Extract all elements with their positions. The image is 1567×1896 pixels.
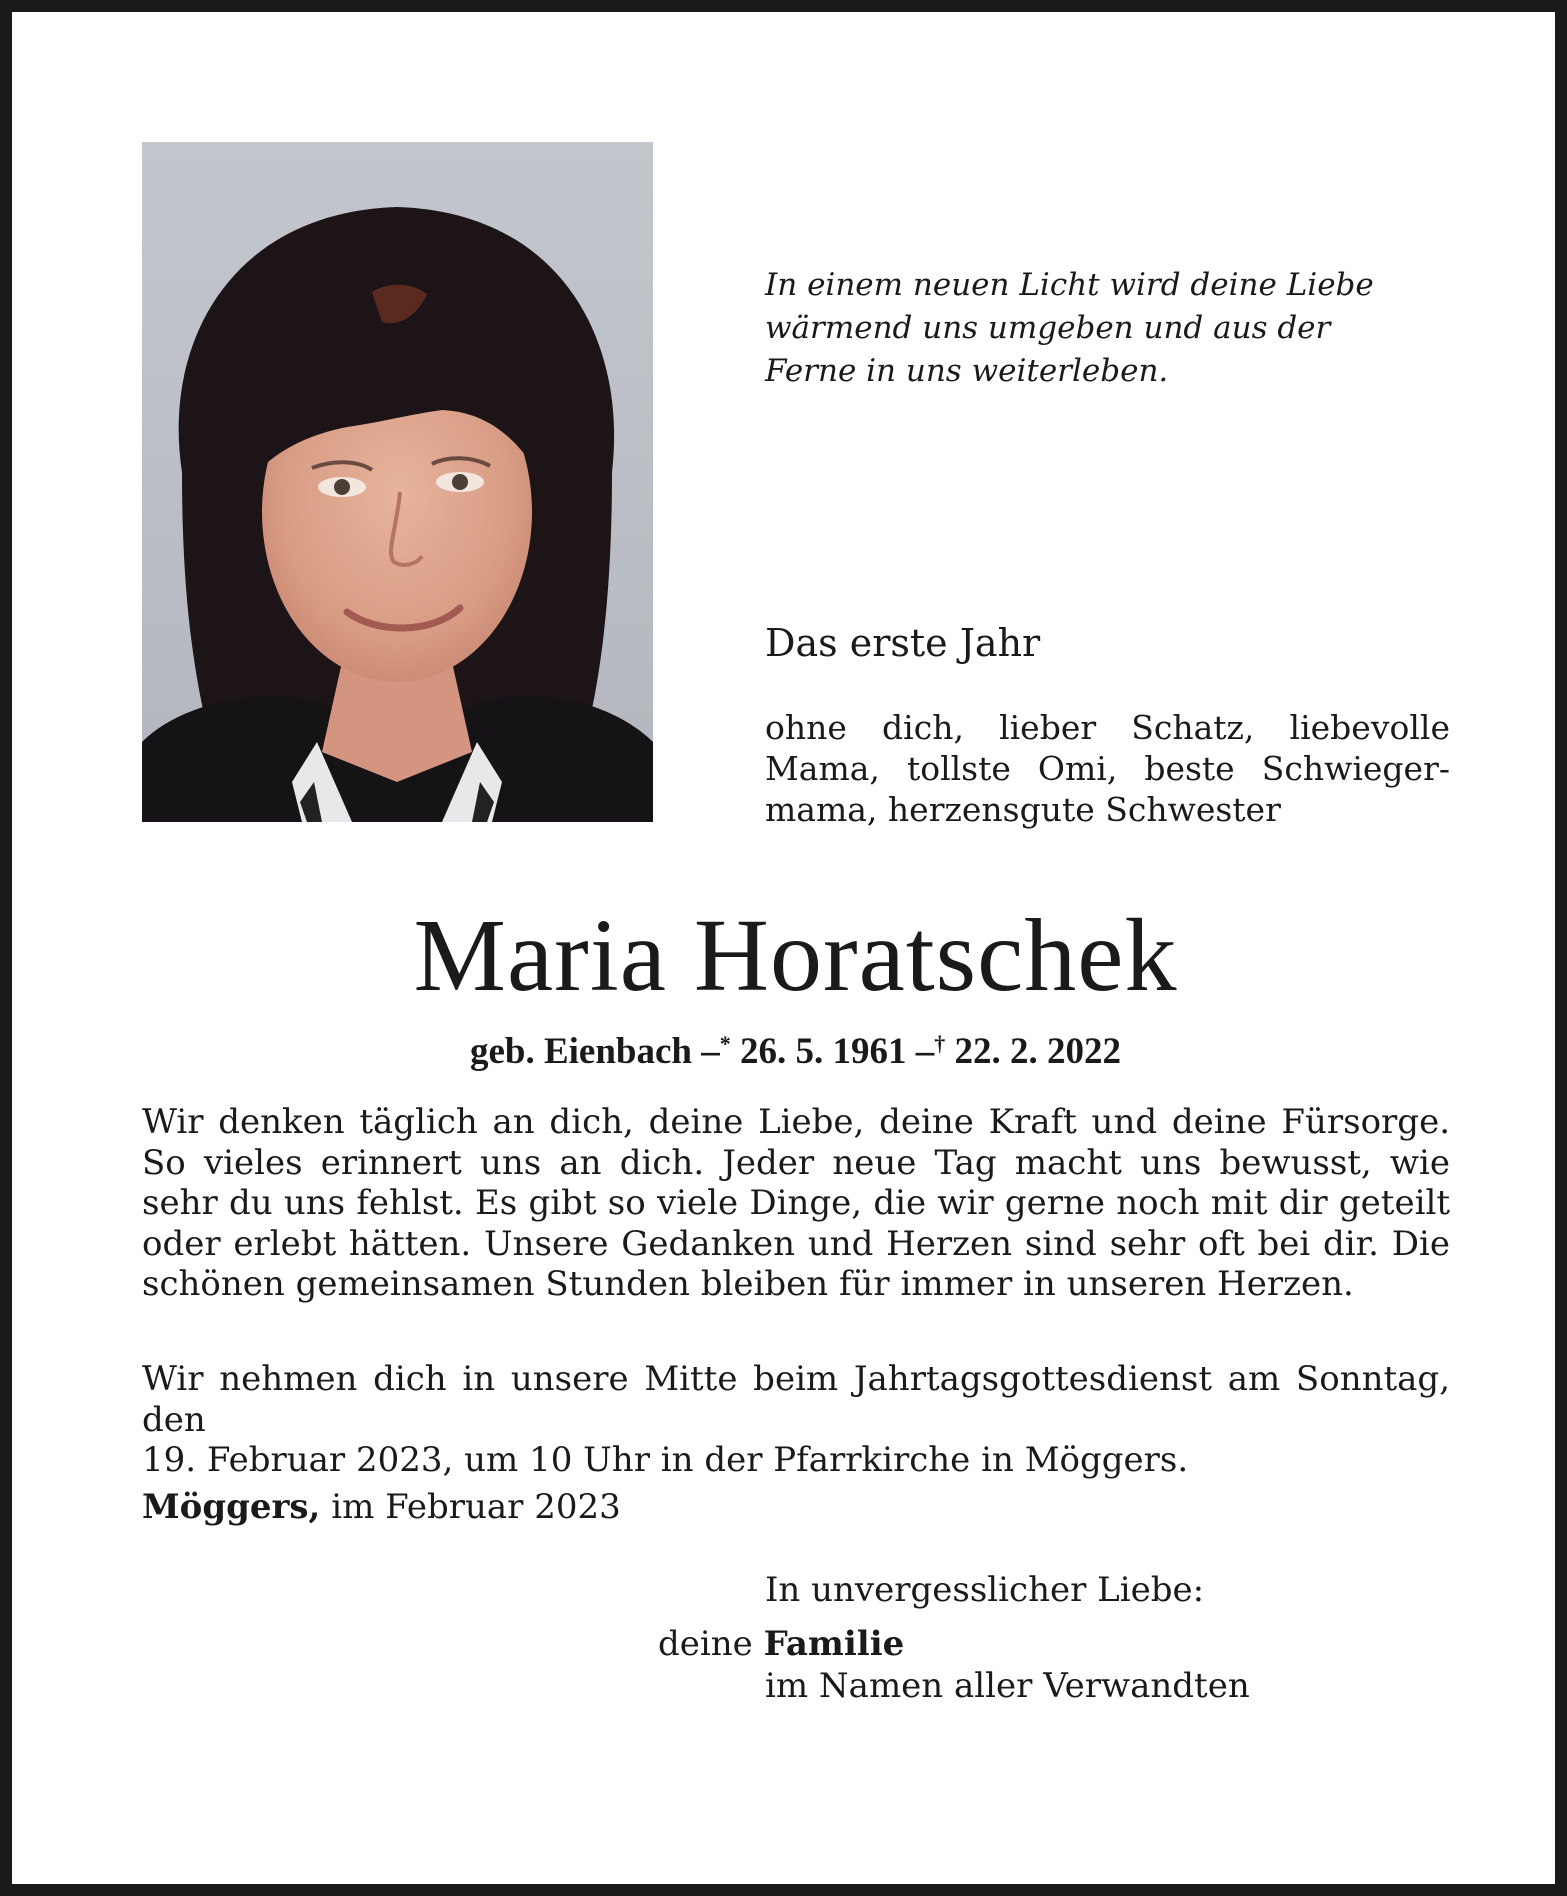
birth-date: 26. 5. 1961 [740,1031,907,1072]
place-month: im Februar 2023 [331,1487,621,1527]
life-dates [12,1020,1567,1076]
death-date: 22. 2. 2022 [954,1031,1122,1072]
deceased-name: Maria Horatschek [413,898,1178,1013]
portrait-photo [142,142,653,822]
portrait-image [142,142,653,822]
message-line: Wir denken täglich an dich, deine Liebe, deine Kraft und deine Fürsorge. [142,1102,1450,1142]
message-paragraph [142,1102,1450,1305]
verse-line: wärmend uns umgeben und aus der [765,310,1331,346]
intro-line: Mama, tollste Omi, beste Schwieger- [765,749,1450,788]
service-line: 19. Februar 2023, um 10 Uhr in der Pfarrkirche in Möggers. [142,1440,1189,1480]
memorial-verse [765,264,1465,393]
died-symbol: † [934,1031,946,1056]
signature-relatives: im Namen aller Verwandten [765,1666,1250,1706]
born-symbol: * [719,1031,731,1056]
message-line: schönen gemeinsamen Stunden bleiben für immer in unseren Herzen. [142,1264,1354,1304]
signature-family [658,1623,904,1665]
intro-heading: Das erste Jahr [765,621,1041,665]
intro-text [765,707,1450,830]
signature-intro: In unvergesslicher Liebe: [765,1570,1205,1610]
separator: – [915,1031,935,1072]
place-town: Möggers, [142,1487,321,1527]
message-line: oder erlebt hätten. Unsere Gedanken und Herzen sind sehr oft bei dir. Die [142,1223,1450,1264]
verse-line: In einem neuen Licht wird deine Liebe [765,267,1374,303]
signature-family-name: Familie [763,1624,905,1664]
message-line: So vieles erinnert uns an dich. Jeder neue Tag macht uns bewusst, wie [142,1142,1450,1183]
verse-line: Ferne in uns weiterleben. [765,353,1169,389]
signature-prefix: deine [658,1624,753,1664]
service-paragraph [142,1359,1450,1481]
intro-line: ohne dich, lieber Schatz, liebevolle [765,708,1450,747]
maiden-name: geb. Eienbach [469,1031,693,1072]
separator: – [701,1031,720,1072]
message-line: sehr du uns fehlst. Es gibt so viele Dinge, die wir gerne noch mit dir geteilt [142,1183,1450,1223]
intro-line: mama, herzensgute Schwester [765,790,1281,829]
place-date [142,1486,621,1528]
service-line: Wir nehmen dich in unsere Mitte beim Jahrtagsgottesdienst am Sonntag, den [142,1359,1450,1440]
